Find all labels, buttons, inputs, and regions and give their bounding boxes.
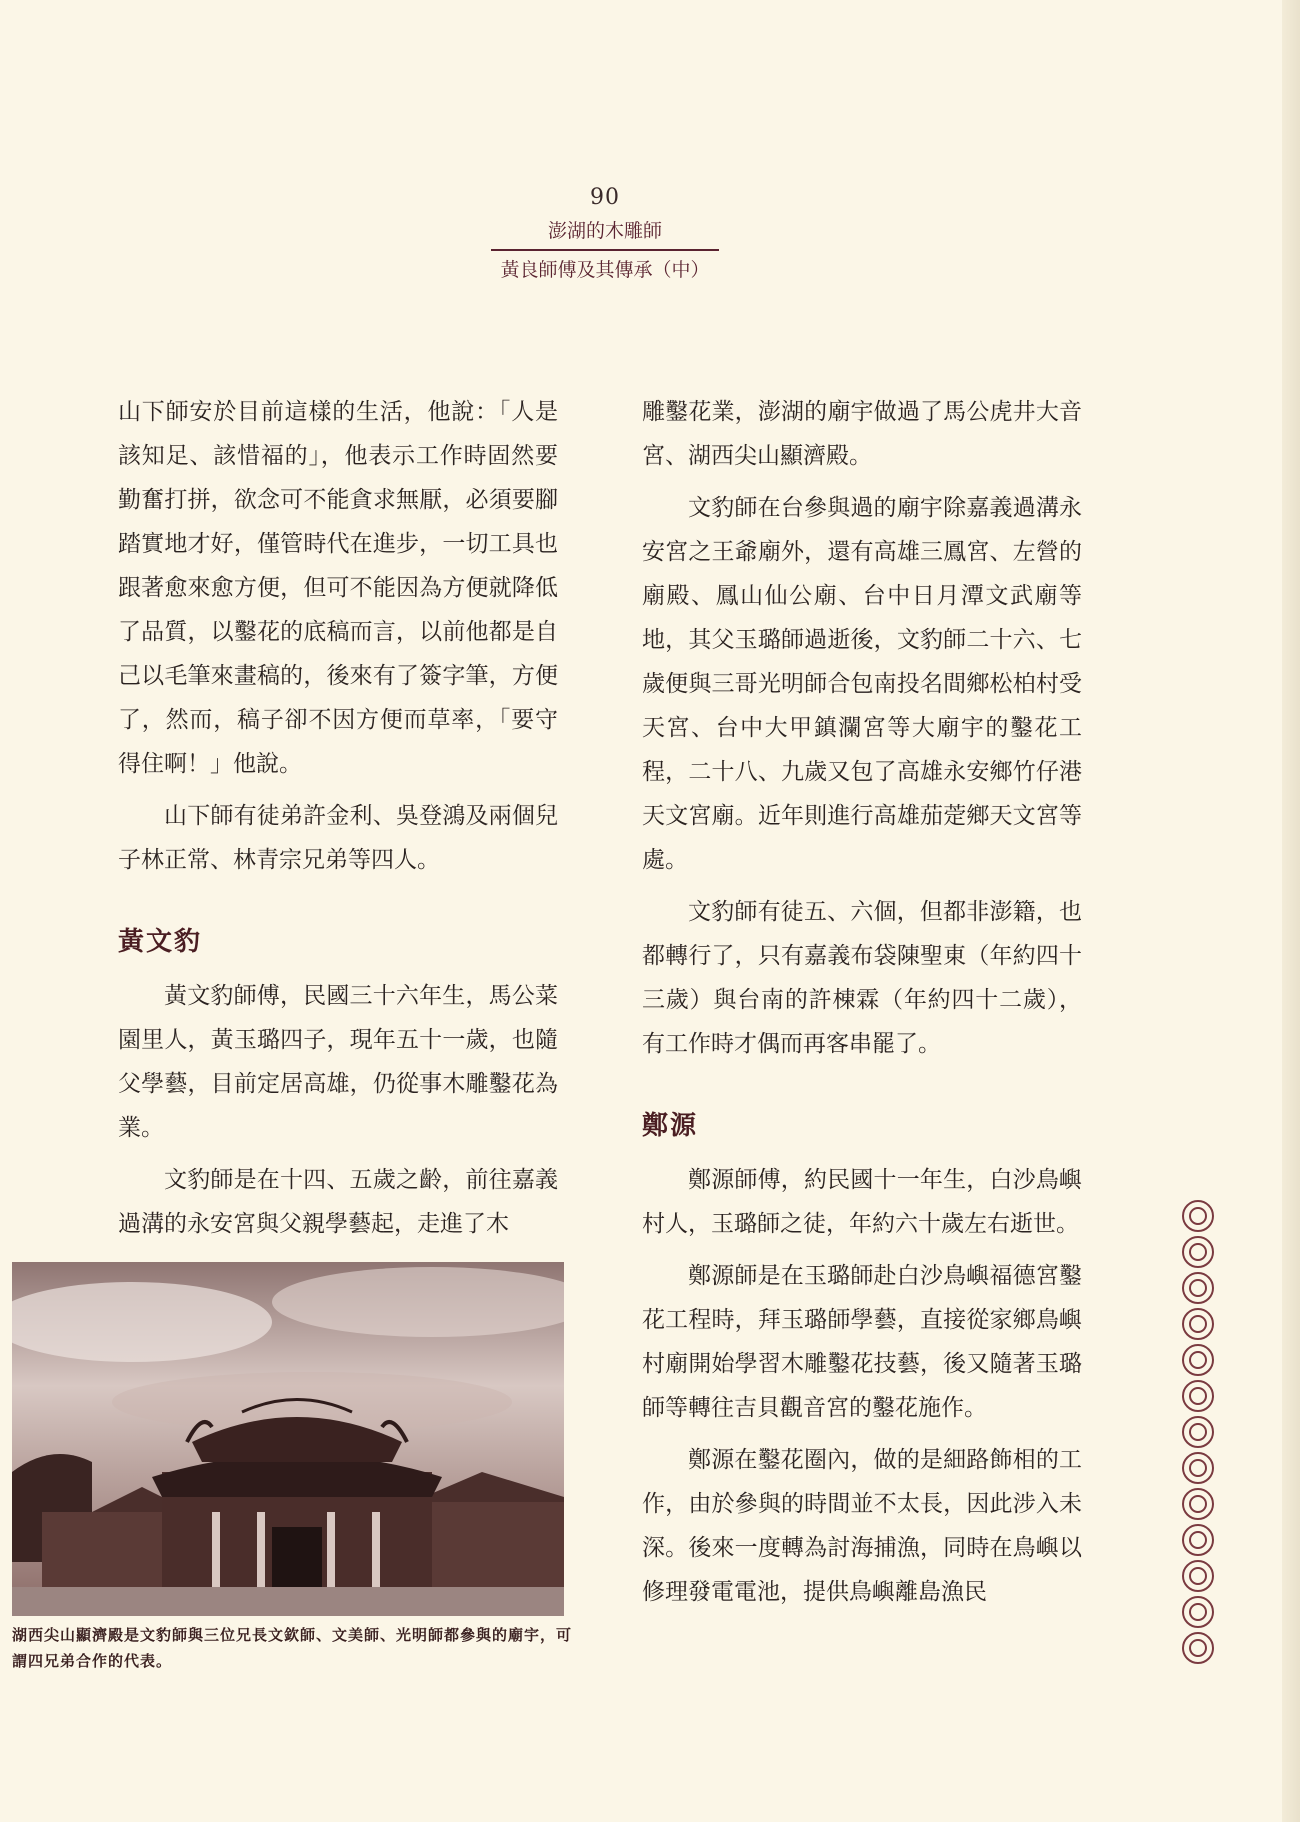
- paragraph: 山下師有徒弟許金利、吳登鴻及兩個兒子林正常、林青宗兄弟等四人。: [118, 803, 558, 873]
- paragraph: 山下師安於目前這樣的生活，他說：「人是該知足、該惜福的」，他表示工作時固然要勤奮打拼，欲念可不能貪求無厭，必須要腳踏實地才好，僅管時代在進步，一切工具也跟著愈來愈方便，但可不能因為方便就降低了品質，以鑿花的底稿而言，以前他都是自己以毛筆來畫稿的，後來有了簽字筆，方便了，然而，稿子卻不因方便而草率，「要守得住啊！」他說。: [118, 399, 558, 777]
- paragraph: 文豹師在台參與過的廟宇除嘉義過溝永安宮之王爺廟外，還有高雄三鳳宮、左營的廟殿、鳳山仙公廟、台中日月潭文武廟等地，其父玉璐師過逝後，文豹師二十六、七歲便與三哥光明師合包南投名間鄉松柏村受天宮、台中大甲鎮瀾宮等大廟宇的鑿花工程，二十八、九歲又包了高雄永安鄉竹仔港天文宮廟。近年則進行高雄茄萣鄉天文宮等處。: [642, 495, 1082, 873]
- book-title: 澎湖的木雕師: [547, 220, 662, 242]
- temple-illustration: [12, 1262, 564, 1616]
- right-column: [642, 390, 1082, 1622]
- header-rule: [491, 249, 719, 251]
- ornament-chain-icon: [1180, 1198, 1216, 1668]
- paragraph: 鄭源師傅，約民國十一年生，白沙鳥嶼村人，玉璐師之徒，年約六十歲左右逝世。: [642, 1167, 1082, 1237]
- section-heading-zheng-yuan: 鄭源: [642, 1111, 699, 1141]
- photo-caption: 湖西尖山顯濟殿是文豹師與三位兄長文欽師、文美師、光明師都參與的廟宇，可謂四兄弟合作的代表。: [12, 1626, 573, 1670]
- chapter-title: 黃良師傅及其傳承（中）: [500, 259, 710, 281]
- page-header: [0, 185, 1210, 282]
- page-number: 90: [590, 185, 620, 210]
- section-heading-huang-wenbao: 黃文豹: [118, 927, 203, 957]
- page-edge: [1282, 0, 1300, 1822]
- temple-photo: [12, 1262, 564, 1616]
- paragraph: 雕鑿花業，澎湖的廟宇做過了馬公虎井大音宮、湖西尖山顯濟殿。: [642, 399, 1082, 469]
- paragraph: 文豹師有徒五、六個，但都非澎籍，也都轉行了，只有嘉義布袋陳聖東（年約四十三歲）與台南的許棟霖（年約四十二歲），有工作時才偶而再客串罷了。: [642, 899, 1082, 1057]
- paragraph: 文豹師是在十四、五歲之齡，前往嘉義過溝的永安宮與父親學藝起，走進了木: [118, 1167, 558, 1237]
- left-column: [118, 390, 558, 1254]
- side-ornament: [1180, 1198, 1216, 1668]
- paragraph: 鄭源在鑿花圈內，做的是細路飾相的工作，由於參與的時間並不太長，因此涉入未深。後來一度轉為討海捕漁，同時在鳥嶼以修理發電電池，提供鳥嶼離島漁民: [642, 1447, 1082, 1605]
- paragraph: 黃文豹師傅，民國三十六年生，馬公菜園里人，黃玉璐四子，現年五十一歲，也隨父學藝，目前定居高雄，仍從事木雕鑿花為業。: [118, 983, 558, 1141]
- paragraph: 鄭源師是在玉璐師赴白沙鳥嶼福德宮鑿花工程時，拜玉璐師學藝，直接從家鄉鳥嶼村廟開始學習木雕鑿花技藝，後又隨著玉璐師等轉往吉貝觀音宮的鑿花施作。: [642, 1263, 1082, 1421]
